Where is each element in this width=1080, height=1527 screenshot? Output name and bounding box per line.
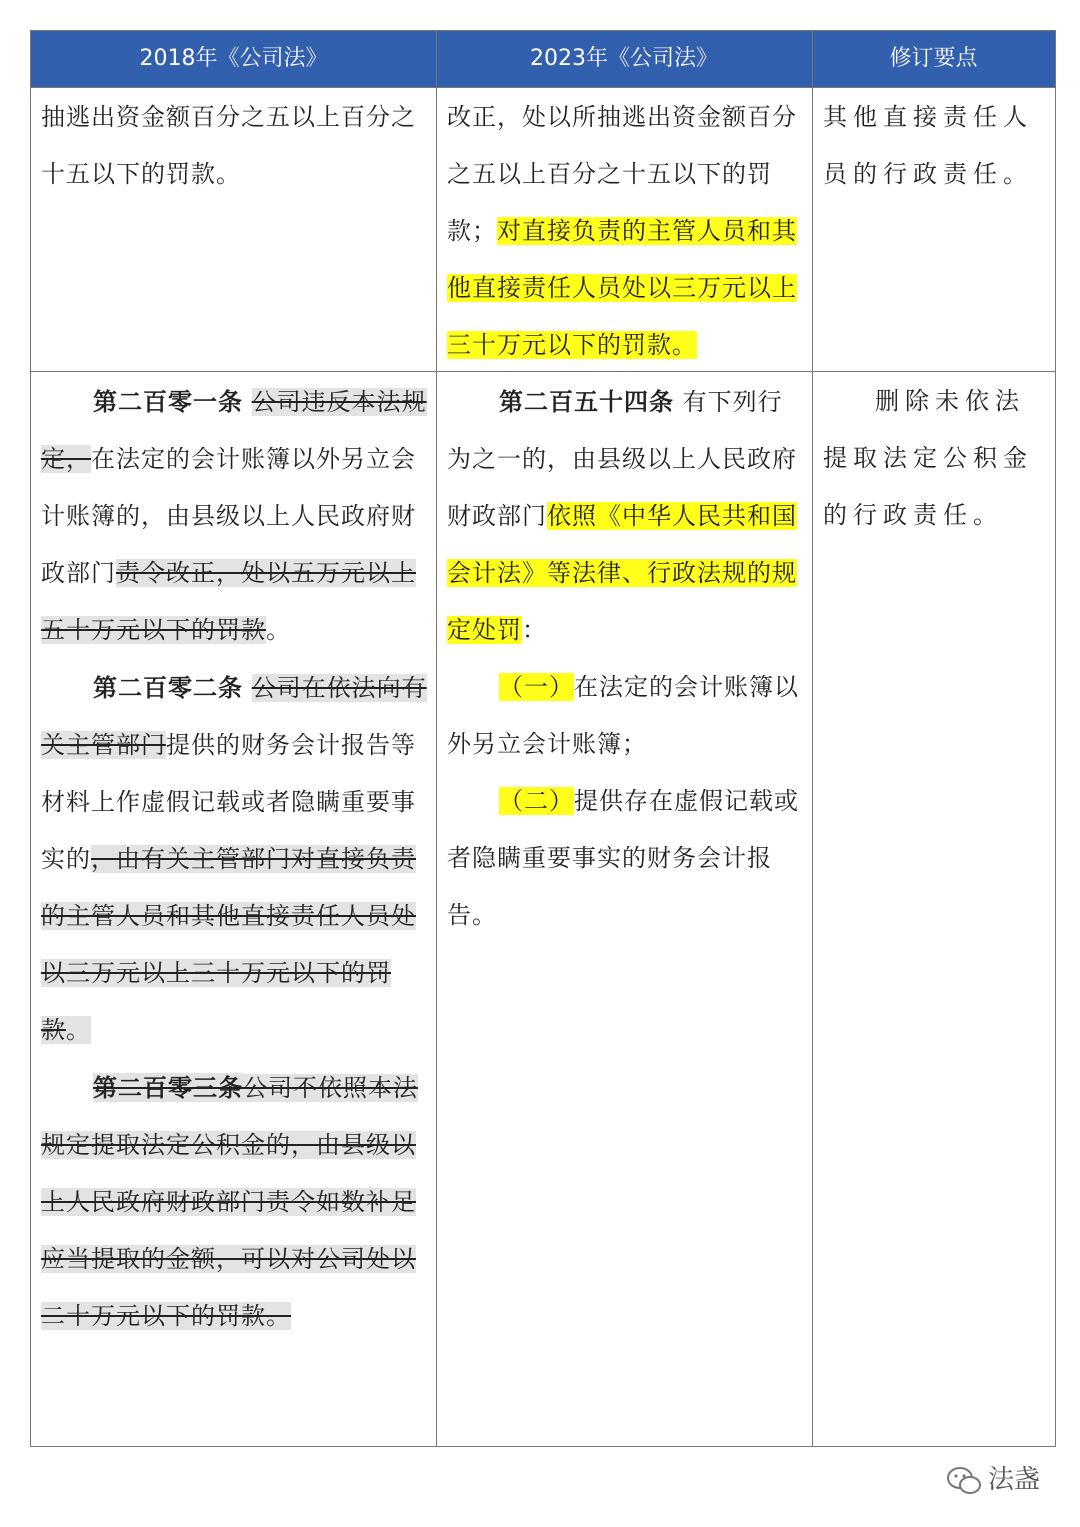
- article-201-end: 。: [266, 616, 291, 644]
- article-202: [41, 659, 429, 1059]
- row1-2018-text: 抽逃出资金额百分之五以上百分之十五以下的罚款。: [41, 103, 416, 188]
- row2-2023-cell: [447, 373, 805, 944]
- article-201-deleted-2: 责令改正，处以五万元以上五十万元以下的罚款: [41, 559, 416, 644]
- article-201: [41, 373, 429, 659]
- article-203: [41, 1059, 429, 1345]
- item-2-number: （二）: [499, 787, 574, 815]
- article-202-title: 第二百零二条: [93, 673, 243, 702]
- article-202-end: 。: [66, 1016, 91, 1044]
- row2-2018-cell: [41, 373, 429, 1345]
- article-254-end: ：: [522, 616, 547, 644]
- article-202-deleted-2: ，由有关主管部门对直接负责的主管人员和其他直接责任人员处以三万元以上三十万元以下的罚款: [41, 845, 416, 1044]
- watermark: [946, 1460, 1040, 1500]
- comparison-table: [30, 30, 1056, 1447]
- row2-revision-cell: [823, 373, 1051, 544]
- column-divider: [812, 31, 813, 1446]
- article-203-deleted: 公司不依照本法规定提取法定公积金的，由县级以上人民政府财政部门责令如数补足应当提取的金额，可以对公司处以二十万元以下的罚款。: [41, 1074, 418, 1330]
- row1-revision-text: 其他直接责任人员的行政责任。: [823, 103, 1033, 188]
- watermark-text: 法盏: [988, 1465, 1041, 1495]
- row1-2023-highlight: 对直接负责的主管人员和其他直接责任人员处以三万元以上三十万元以下的罚款。: [447, 217, 797, 359]
- wechat-icon: [946, 1466, 982, 1496]
- header-revision-points: 修订要点: [889, 46, 978, 71]
- article-201-text: 在法定的会计账簿以外另立会计账簿的，由县级以上人民政府财政部门: [41, 445, 416, 587]
- article-254-item-2: [447, 773, 805, 944]
- table-header: [31, 31, 1055, 87]
- row1-2018-cell: [41, 89, 429, 203]
- article-202-text: 提供的财务会计报告等材料上作虚假记载或者隐瞒重要事实的: [41, 731, 416, 873]
- row1-2023-text: [447, 89, 805, 374]
- article-254-title: 第二百五十四条: [499, 387, 674, 416]
- article-202-deleted-1: 公司在依法向有关主管部门: [41, 674, 427, 759]
- row1-revision-cell: [823, 89, 1051, 203]
- row-divider: [31, 87, 1055, 88]
- item-1-text: 在法定的会计账簿以外另立会计账簿；: [447, 673, 799, 758]
- column-divider: [436, 31, 437, 1446]
- item-2-text: 提供存在虚假记载或者隐瞒重要事实的财务会计报告。: [447, 787, 799, 929]
- article-254-item-1: [447, 659, 805, 773]
- item-1-number: （一）: [499, 673, 574, 701]
- article-254-text: 有下列行为之一的，由县级以上人民政府财政部门: [447, 388, 797, 530]
- header-2023: 2023年《公司法》: [530, 46, 718, 71]
- row2-revision-text: 删除未依法提取法定公积金的行政责任。: [823, 387, 1033, 529]
- article-201-title: 第二百零一条: [93, 387, 243, 416]
- article-203-title: 第二百零三条: [93, 1073, 243, 1102]
- row1-2023-plain: 改正，处以所抽逃出资金额百分之五以上百分之十五以下的罚款；: [447, 103, 797, 245]
- article-254: [447, 373, 805, 659]
- row1-2023-cell: [447, 89, 805, 374]
- header-2018: 2018年《公司法》: [139, 46, 328, 71]
- article-254-highlight: 依照《中华人民共和国会计法》等法律、行政法规的规定处罚: [447, 502, 797, 644]
- article-201-deleted-1: 公司违反本法规定，: [41, 388, 427, 473]
